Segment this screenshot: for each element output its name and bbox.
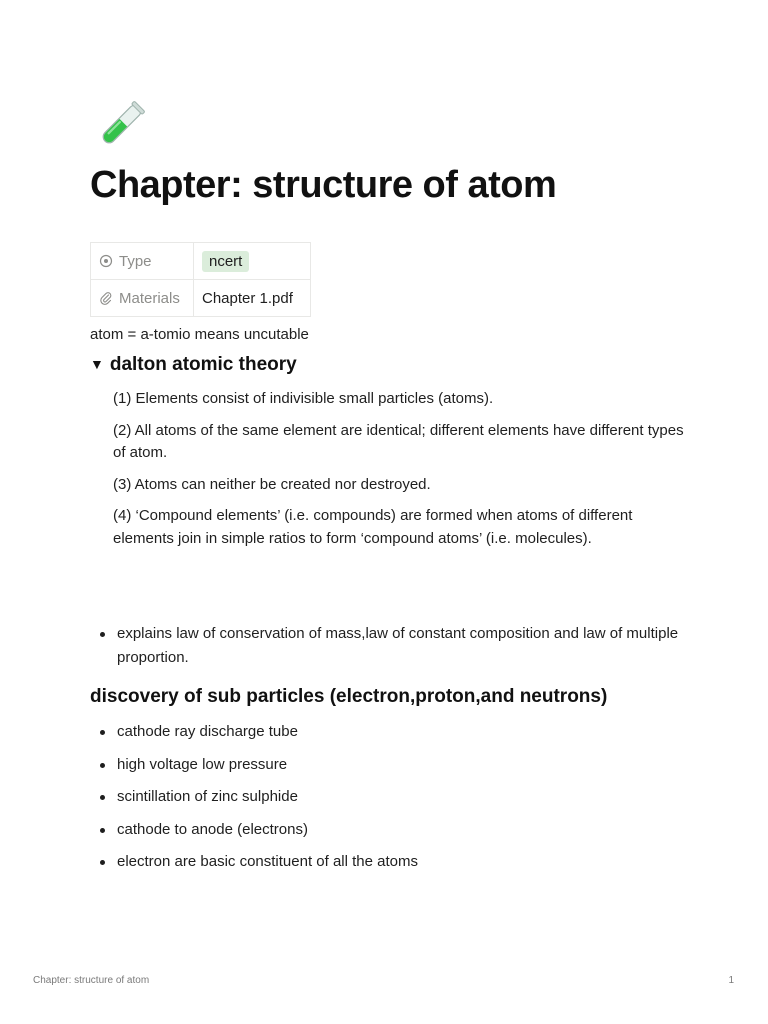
dalton-point: (4) ‘Compound elements’ (i.e. compounds) are formed when atoms of different elements join in simple ratios to form ‘compound atoms’ (i.e. molecules). bbox=[113, 507, 633, 547]
dalton-toggle-content bbox=[113, 388, 693, 559]
paperclip-icon bbox=[99, 291, 113, 305]
dalton-point: (3) Atoms can neither be created nor destroyed. bbox=[113, 475, 431, 493]
dalton-point: (1) Elements consist of indivisible small particles (atoms). bbox=[113, 390, 494, 407]
property-key-label: Materials bbox=[119, 289, 180, 307]
property-value-type[interactable] bbox=[194, 243, 311, 280]
footer-page-number: 1 bbox=[728, 975, 734, 986]
property-key-materials[interactable] bbox=[91, 280, 194, 317]
list-item: cathode to anode (electrons) bbox=[117, 818, 717, 842]
triangle-down-icon[interactable]: ▼ bbox=[90, 356, 104, 372]
properties-table bbox=[90, 242, 311, 317]
property-key-label: Type bbox=[119, 252, 152, 270]
footer-title: Chapter: structure of atom bbox=[33, 975, 150, 986]
list-item: cathode ray discharge tube bbox=[117, 720, 717, 744]
page-title: Chapter: structure of atom bbox=[90, 164, 557, 206]
type-tag: ncert bbox=[202, 251, 249, 272]
list-item: electron are basic constituent of all the atoms bbox=[117, 850, 717, 874]
dalton-toggle[interactable] bbox=[90, 354, 297, 376]
explains-list bbox=[90, 622, 717, 669]
list-item: high voltage low pressure bbox=[117, 753, 717, 777]
discovery-heading: discovery of sub particles (electron,proton,and neutrons) bbox=[90, 686, 608, 707]
property-row-materials bbox=[91, 280, 311, 317]
select-icon bbox=[99, 254, 113, 268]
toggle-heading: dalton atomic theory bbox=[109, 354, 297, 375]
intro-text: atom = a-tomio means uncutable bbox=[90, 326, 309, 343]
dalton-point: (2) All atoms of the same element are identical; different elements have different types of atom. bbox=[113, 421, 684, 461]
test-tube-icon bbox=[88, 100, 146, 158]
materials-file-link[interactable]: Chapter 1.pdf bbox=[194, 280, 311, 317]
discovery-list bbox=[90, 720, 717, 883]
property-key-type[interactable] bbox=[91, 243, 194, 280]
list-item: explains law of conservation of mass,law of constant composition and law of multiple proportion. bbox=[117, 622, 717, 669]
list-item: scintillation of zinc sulphide bbox=[117, 785, 717, 809]
property-row-type bbox=[91, 243, 311, 280]
